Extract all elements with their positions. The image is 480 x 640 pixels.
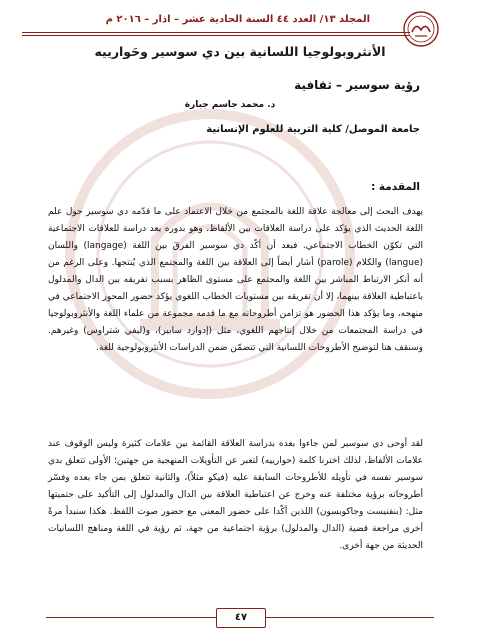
journal-logo — [402, 10, 440, 48]
header-divider — [22, 32, 410, 33]
page-number: ٤٧ — [216, 608, 266, 628]
author-name: د. محمد جاسم جبارة — [184, 100, 276, 110]
header-divider-thin — [22, 35, 410, 36]
article-subtitle: رؤية سوسير – ثقافية — [294, 78, 420, 92]
section-heading-introduction: المقدمة : — [371, 181, 420, 193]
body-paragraph: لقد أوحى دي سوسير لمن جاءوا بعده بدراسة العلاقة القائمة بين علامات كثيرة وليس الوقوف عند علامات الألفاظ، لذلك اخترنا كلمة (حوارييه) لتعبر عن التأويلات المنهجية من جهتين؛ الأولى تتعلق بدي سوسير نفسه في تأويله للأطروحات السابقة عليه (فيكو مثلاً)، والثانية تتعلق بمن جاء بعده وفسّر أطروحاته برؤية مختلفة عنه وخرج عن اعتباطية العلاقة بين الدال والمدلول إلى التأكيد على حتميتها مثل: (بنفنيست وجاكوبسون) اللذين أكّدا على حضور المعنى مع حضور صوت اللفظ. هكذا سنبدأ مرةً أخرى مراجعة قضية (الدال والمدلول) برؤية اجتماعية من جهة، ثم رؤية في اللغة ومناهج اللسانيات الحديثة من جهة أخرى. — [48, 439, 423, 551]
article-title: الأنثروبولوجيا اللسانية بين دي سوسير وحَوارييه — [94, 44, 386, 59]
page-footer — [46, 608, 434, 626]
author-affiliation: جامعة الموصل/ كلية التربية للعلوم الإنسانية — [206, 124, 420, 135]
body-paragraph: يهدف البحث إلى معالجة علاقة اللغة بالمجتمع من خلال الاعتماد على ما قدّمه دي سوسير حول علم اللغة الحديث الذي يؤكد على دراسة العلاقات بين الألفاظ، وهو بدوره يعد دراسة للعلاقات الاجتماعية التي تكوّن الخطاب الاجتماعي. فبعد أن أكّد دي سوسير الفرقَ بين اللغة (langage) واللسان (langue) والكلام (parole) أشار أيضاً إلى العلاقة بين اللغة والمجتمع الذي يُنتجها. وعلى الرغم من أنه أنكر الارتباط المباشر بين اللغة والمجتمع على مستوى الظاهر بسبب تفريقه بين الدال والمدلول باعتباطية العلاقة بينهما، إلا أن تفريقه بين مستويات الخطاب اللغوي يؤكد حضور المحور الاجتماعي في منهجه، وما يؤكد هذا الحضور هو تزامن أطروحاته مع ما قدمه مجموعة من علماء اللغة والأنثروبولوجيا في دراسة المجتمعات من خلال إنتاجهم اللغوي، مثل (إدوارد سابير)، و(ليفي شتراوس) وغيرهم. وسنقف هنا لتوضيح الأطروحات اللسانية التي تتضمّن ضمن الدراسات الأنثروبولوجية للغة. — [48, 207, 424, 353]
journal-header — [22, 10, 442, 34]
journal-volume-line: المجلد ١٣/ العدد ٤٤ السنة الحادية عشر – اذار – ٢٠١٦ م — [105, 14, 370, 25]
